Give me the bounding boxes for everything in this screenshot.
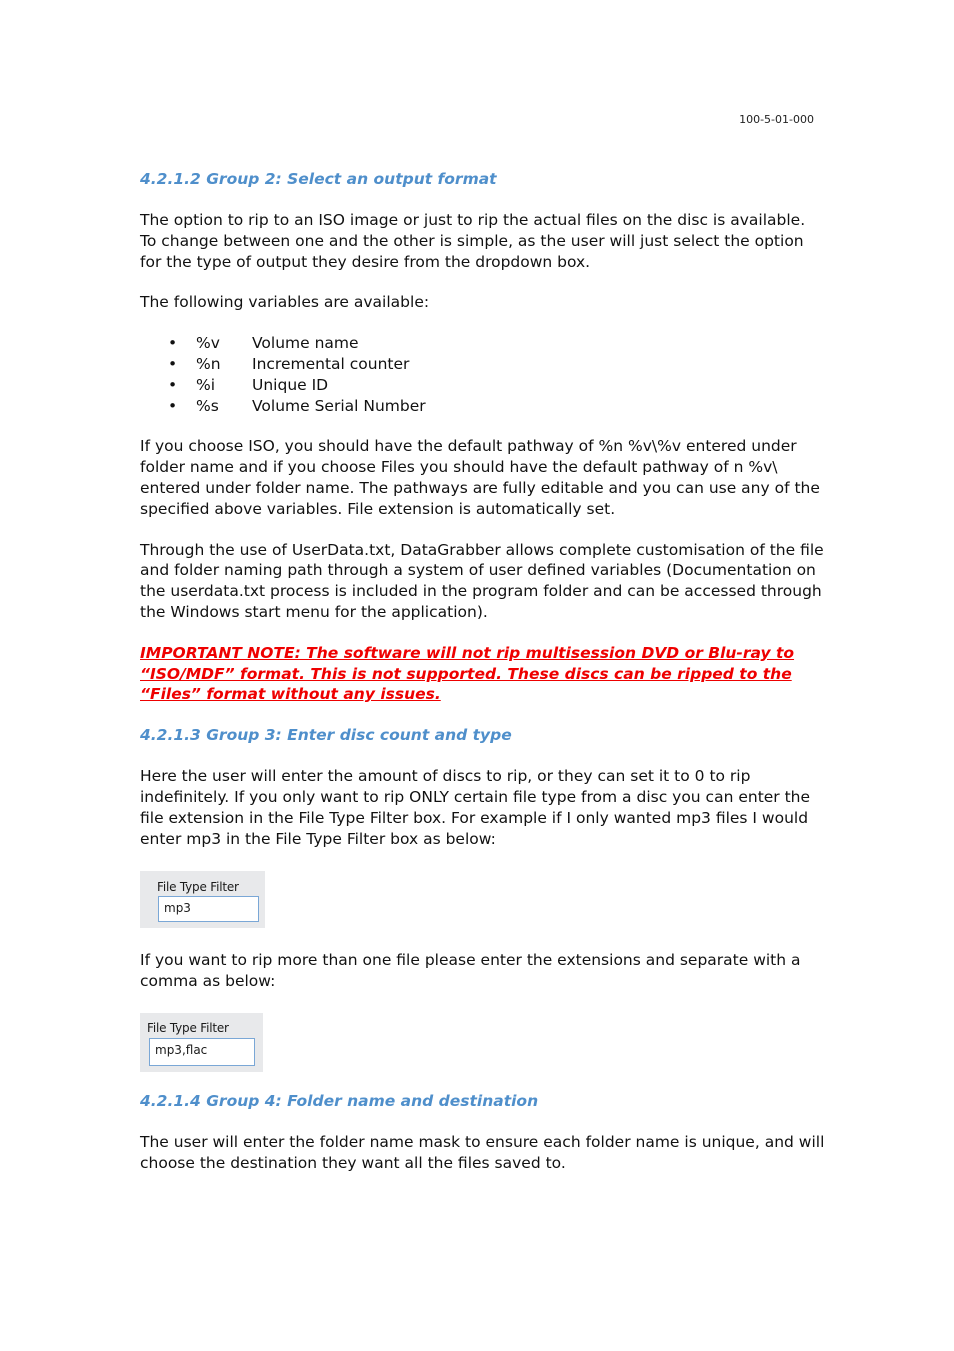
list-item: [168, 396, 820, 417]
file-type-filter-label: File Type Filter: [157, 880, 239, 895]
output-format-paragraph: [140, 210, 820, 272]
important-note-line: IMPORTANT NOTE: The software will not rip multisession DVD or Blu-ray to: [140, 643, 795, 662]
bullet-icon: •: [168, 334, 178, 353]
paragraph-line: folder name and if you choose Files you should have the default pathway of n %v\: [140, 458, 778, 477]
important-note: [140, 643, 820, 705]
bullet-icon: •: [168, 375, 178, 394]
paragraph-line: If you want to rip more than one file please enter the extensions and separate with a: [140, 951, 801, 970]
bullet-icon: •: [168, 354, 178, 373]
variable-code: %n: [196, 354, 221, 373]
file-type-filter-label: File Type Filter: [147, 1020, 229, 1035]
paragraph-line: The option to rip to an ISO image or just to rip the actual files on the disc is available.: [140, 211, 806, 229]
paragraph-line: the Windows start menu for the application).: [140, 602, 488, 621]
pathway-paragraph: [140, 436, 820, 519]
file-type-filter-screenshot-mp3: [140, 871, 265, 928]
multi-extension-paragraph: [140, 950, 820, 992]
file-type-filter-input[interactable]: mp3: [158, 896, 259, 922]
paragraph-line: The user will enter the folder name mask to ensure each folder name is unique, and will: [140, 1132, 825, 1151]
paragraph-line: If you choose ISO, you should have the default pathway of %n %v\%v entered under: [140, 437, 797, 456]
paragraph-line: comma as below:: [140, 972, 276, 991]
section-heading-group-3: 4.2.1.3 Group 3: Enter disc count and type: [140, 726, 512, 745]
paragraph-line: Through the use of UserData.txt, DataGrabber allows complete customisation of the file: [140, 540, 824, 559]
list-item: [168, 354, 820, 375]
variable-list: [140, 333, 820, 416]
variable-code: %i: [196, 375, 216, 394]
disc-count-paragraph: [140, 766, 820, 849]
paragraph-line: the userdata.txt process is included in the program folder and can be accessed through: [140, 582, 822, 601]
paragraph-line: Here the user will enter the amount of discs to rip, or they can set it to 0 to rip: [140, 767, 751, 786]
section-heading-group-4: 4.2.1.4 Group 4: Folder name and destination: [140, 1091, 539, 1110]
important-note-line: “Files” format without any issues.: [140, 685, 441, 704]
paragraph-line: for the type of output they desire from the dropdown box.: [140, 252, 591, 271]
variable-description: Incremental counter: [252, 354, 410, 373]
paragraph-line: enter mp3 in the File Type Filter box as below:: [140, 829, 496, 848]
variable-description: Volume Serial Number: [252, 396, 426, 415]
bullet-icon: •: [168, 396, 178, 415]
paragraph-line: choose the destination they want all the files saved to.: [140, 1153, 566, 1172]
variables-intro: The following variables are available:: [140, 293, 430, 312]
important-note-line: “ISO/MDF” format. This is not supported. These discs can be ripped to the: [140, 664, 792, 683]
section-heading-group-2: 4.2.1.2 Group 2: Select an output format: [140, 170, 497, 188]
document-body: [140, 168, 825, 1174]
variable-description: Volume name: [252, 334, 359, 353]
paragraph-line: and folder naming path through a system of user defined variables (Documentation on: [140, 561, 816, 580]
paragraph-line: indefinitely. If you only want to rip ONLY certain file type from a disc you can enter the: [140, 787, 811, 806]
file-type-filter-screenshot-mp3-flac: [140, 1013, 263, 1072]
folder-name-paragraph: [140, 1132, 825, 1174]
paragraph-line: specified above variables. File extension is automatically set.: [140, 499, 616, 518]
userdata-paragraph: [140, 540, 824, 623]
variable-code: %s: [196, 396, 219, 415]
file-type-filter-input[interactable]: mp3,flac: [149, 1038, 255, 1066]
list-item: [168, 375, 820, 396]
document-number: 100-5-01-000: [739, 113, 814, 126]
variable-code: %v: [196, 334, 220, 353]
list-item: [168, 333, 820, 354]
variable-description: Unique ID: [252, 375, 329, 394]
paragraph-line: entered under folder name. The pathways are fully editable and you can use any of the: [140, 478, 820, 497]
paragraph-line: file extension in the File Type Filter box. For example if I only wanted mp3 files I would: [140, 808, 809, 827]
paragraph-line: To change between one and the other is simple, as the user will just select the option: [140, 231, 804, 250]
